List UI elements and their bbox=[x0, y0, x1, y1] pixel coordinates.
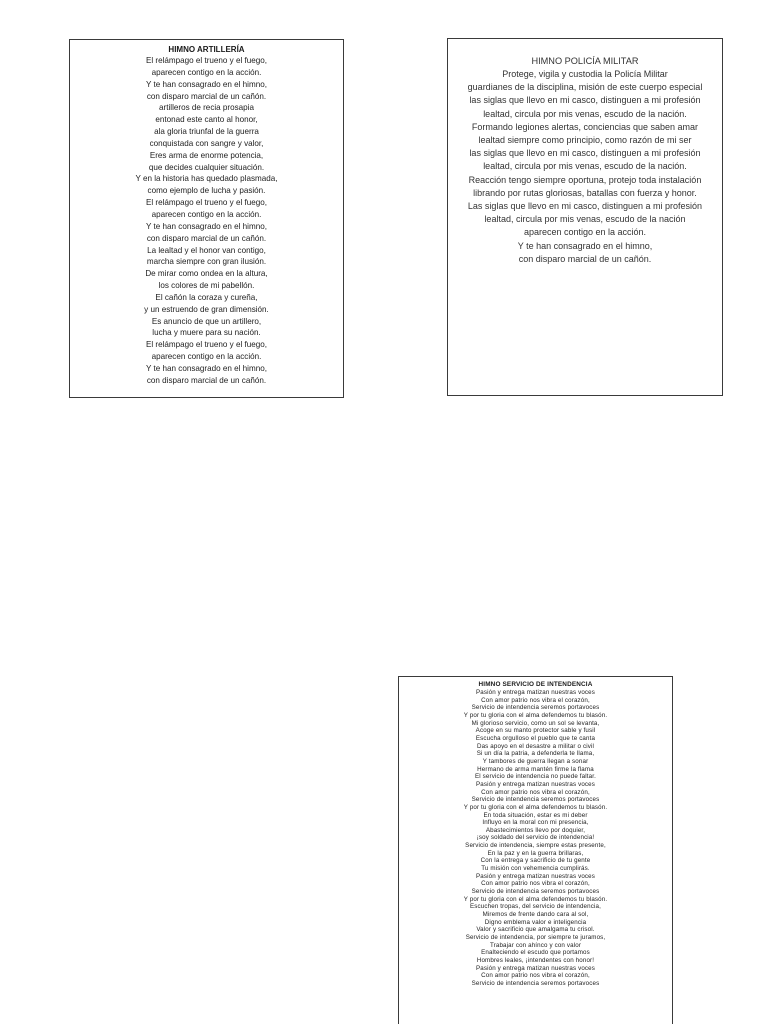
lyric-line: Servicio de intendencia seremos portavoces bbox=[471, 796, 600, 804]
lyric-line: Influyo en la moral con mi presencia, bbox=[482, 819, 589, 827]
lyric-line: Escucha orgulloso el pueblo que te canta bbox=[475, 734, 596, 742]
lyric-line: El cañón la coraza y cureña, bbox=[155, 292, 258, 302]
lyric-line: como ejemplo de lucha y pasión. bbox=[147, 186, 266, 196]
lyric-line: Hombres leales, ¡intendentes con honor! bbox=[476, 956, 595, 964]
lyric-line: Y te han consagrado en el himno, bbox=[146, 221, 267, 231]
lyric-line: Con amor patrio nos vibra el corazón, bbox=[481, 788, 590, 796]
lyric-line: Y por tu gloria con el alma defendemos tu blasón. bbox=[463, 803, 608, 811]
lyric-line: lealtad, circula por mis venas, escudo de la nación bbox=[484, 214, 686, 225]
lyric-line: aparecen contigo en la acción. bbox=[523, 227, 647, 238]
lyric-line: Con la entrega y sacrificio de tu gente bbox=[480, 857, 591, 865]
lyric-line: Reacción tengo siempre oportuna, protejo toda instalación bbox=[468, 174, 702, 185]
lyric-line: Hermano de arma mantén firme la flama bbox=[477, 765, 594, 773]
lyric-line: Pasión y entrega matizan nuestras voces bbox=[475, 689, 595, 696]
lyric-line: Protege, vigila y custodia la Policía Militar bbox=[502, 69, 668, 79]
lyric-line: librando por rutas gloriosas, batallas con fuerza y honor. bbox=[473, 187, 697, 198]
lyric-line: entonad este canto al honor, bbox=[155, 115, 258, 125]
lyric-line: Es anuncio de que un artillero, bbox=[151, 316, 262, 326]
lyric-line: Enalteciendo el escudo que portamos bbox=[481, 949, 590, 957]
lyric-line: Servicio de intendencia seremos portavoces bbox=[471, 979, 600, 987]
lyric-line: marcha siempre con gran ilusión. bbox=[146, 257, 267, 267]
lyric-line: Escuchen tropas, del servicio de intendencia, bbox=[470, 903, 601, 911]
lyric-line: guardianes de la disciplina, misión de este cuerpo especial bbox=[467, 82, 703, 93]
lyric-line: Mi glorioso servicio, como un sol se levanta, bbox=[471, 719, 600, 727]
lyric-line: los colores de mi pabellón. bbox=[158, 281, 255, 291]
lyric-line: La lealtad y el honor van contigo, bbox=[147, 245, 266, 255]
lyric-line: Miremos de frente dando cara al sol, bbox=[482, 911, 589, 919]
lyric-line: El relámpago el trueno y el fuego, bbox=[145, 340, 268, 350]
lyric-line: Abastecimientos llevo por doquier, bbox=[485, 826, 586, 834]
lyric-line: Y por tu gloria con el alma defendemos tu blasón. bbox=[463, 895, 608, 903]
lyric-line: Y tambores de guerra llegan a sonar bbox=[482, 757, 589, 765]
lyric-line: con disparo marcial de un cañón. bbox=[146, 375, 267, 385]
hymn-lyrics bbox=[70, 55, 343, 387]
lyric-line: Das apoyo en el desastre a militar o civil bbox=[476, 742, 595, 750]
lyric-line: Servicio de intendencia, por siempre te juramos, bbox=[465, 934, 606, 941]
lyric-line: con disparo marcial de un cañón. bbox=[146, 91, 267, 101]
lyric-line: artilleros de recia prosapia bbox=[159, 103, 254, 113]
lyric-line: Las siglas que llevo en mi casco, distinguen a mi profesión bbox=[467, 201, 703, 212]
lyric-line: Si un día la patria, a defenderla te llama, bbox=[476, 750, 595, 758]
lyric-line: En toda situación, estar es mi deber bbox=[483, 811, 588, 819]
lyric-line: Pasión y entrega matizan nuestras voces bbox=[475, 964, 595, 972]
lyric-line: lealtad siempre como principio, como razón de mi ser bbox=[478, 135, 692, 146]
lyric-line: lucha y muere para su nación. bbox=[152, 328, 261, 338]
lyric-line: Valor y sacrificio que amalgama tu crisol. bbox=[476, 926, 595, 934]
lyric-line: que decides cualquier situación. bbox=[148, 162, 265, 172]
lyric-line: Y en la historia has quedado plasmada, bbox=[135, 174, 278, 184]
lyric-line: lealtad, circula por mis venas, escudo de la nación. bbox=[483, 161, 687, 172]
lyric-line: aparecen contigo en la acción. bbox=[151, 352, 262, 362]
hymn-title: HIMNO ARTILLERÍA bbox=[168, 45, 245, 54]
hymn-lyrics bbox=[448, 68, 722, 266]
lyric-line: Acoge en su manto protector sable y fusil bbox=[475, 727, 596, 735]
lyric-line: conquistada con sangre y valor, bbox=[149, 138, 264, 148]
lyric-line: con disparo marcial de un cañón. bbox=[518, 253, 652, 264]
lyric-line: aparecen contigo en la acción. bbox=[151, 209, 262, 219]
lyric-line: aparecen contigo en la acción. bbox=[151, 67, 262, 77]
lyric-line: ¡soy soldado del servicio de intendencia! bbox=[476, 834, 595, 842]
lyric-line: lealtad, circula por mis venas, escudo de la nación. bbox=[483, 108, 687, 119]
lyric-line: El servicio de intendencia no puede faltar. bbox=[475, 773, 596, 781]
lyric-line: Servicio de intendencia seremos portavoces bbox=[471, 888, 600, 896]
lyric-line: Con amor patrio nos vibra el corazón, bbox=[481, 972, 590, 980]
lyric-line: Y te han consagrado en el himno, bbox=[517, 240, 653, 251]
lyric-line: las siglas que llevo en mi casco, distinguen a mi profesión bbox=[469, 148, 701, 159]
lyric-line: Servicio de intendencia, siempre estas presente, bbox=[465, 842, 606, 850]
lyric-line: las siglas que llevo en mi casco, distinguen a mi profesión bbox=[469, 95, 701, 106]
hymn-card-intendencia bbox=[398, 676, 673, 1024]
hymn-title: HIMNO POLICÍA MILITAR bbox=[531, 56, 639, 66]
lyric-line: El relámpago el trueno y el fuego, bbox=[145, 198, 268, 208]
lyric-line: De mirar como ondea en la altura, bbox=[145, 269, 268, 279]
lyric-line: ala gloria triunfal de la guerra bbox=[154, 127, 259, 137]
lyric-line: El relámpago el trueno y el fuego, bbox=[145, 56, 268, 65]
lyric-line: Eres arma de enorme potencia, bbox=[149, 150, 264, 160]
lyric-line: Formando legiones alertas, conciencias que saben amar bbox=[471, 121, 699, 132]
hymn-card-artilleria bbox=[69, 39, 344, 398]
lyric-line: En la paz y en la guerra brillaras, bbox=[487, 849, 584, 857]
hymn-lyrics bbox=[399, 689, 672, 988]
lyric-line: Tu misión con vehemencia cumplirás. bbox=[481, 865, 590, 873]
lyric-line: Pasión y entrega matizan nuestras voces bbox=[475, 780, 595, 788]
hymn-title: HIMNO SERVICIO DE INTENDENCIA bbox=[478, 681, 593, 688]
lyric-line: Digno emblema valor e inteligencia bbox=[484, 918, 587, 926]
lyric-line: Y te han consagrado en el himno, bbox=[146, 79, 267, 89]
lyric-line: Pasión y entrega matizan nuestras voces bbox=[475, 872, 595, 880]
lyric-line: Servicio de intendencia seremos portavoces bbox=[471, 704, 600, 712]
lyric-line: Y por tu gloria con el alma defendemos tu blasón. bbox=[463, 711, 608, 719]
lyric-line: Con amor patrio nos vibra el corazón, bbox=[481, 880, 590, 888]
lyric-line: Trabajar con ahínco y con valor bbox=[489, 941, 582, 949]
lyric-line: y un estruendo de gran dimensión. bbox=[144, 304, 269, 314]
lyric-line: con disparo marcial de un cañón. bbox=[146, 233, 267, 243]
lyric-line: Con amor patrio nos vibra el corazón, bbox=[481, 696, 590, 704]
hymn-card-policia-militar bbox=[447, 38, 723, 396]
lyric-line: Y te han consagrado en el himno, bbox=[146, 363, 267, 373]
